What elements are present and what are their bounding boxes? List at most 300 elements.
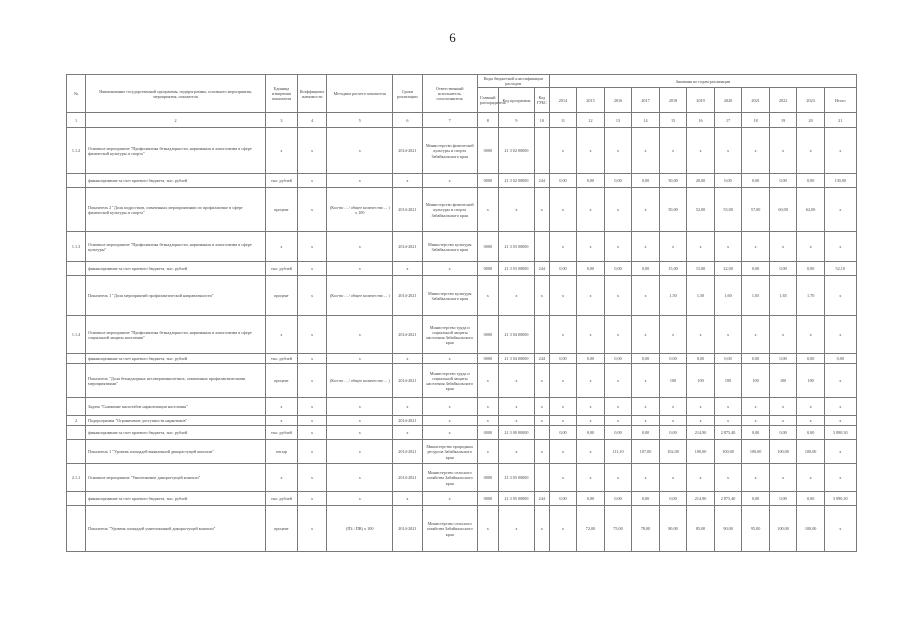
table-cell: x [477,506,498,552]
table-cell: тыс. рублей [266,354,298,364]
table-cell [67,354,86,364]
table-cell: 2.1.1 [67,464,86,492]
table-cell: x [549,364,577,398]
table-cell: x [297,506,327,552]
table-cell: x [327,440,393,464]
table-cell: x [577,364,605,398]
table-cell: x [534,276,549,316]
row-title-cell: Основное мероприятие "Профилактика безнадзорности, наркомании и алкоголизма в сфере культуры" [86,232,266,262]
table-cell: 21 3 02 00000 [498,128,534,174]
table-cell: x [297,128,327,174]
table-cell [534,316,549,354]
table-cell: x [659,232,687,262]
table-cell [824,316,856,354]
table-cell: (Кол-во ... / общее количество ... ) [327,364,393,398]
table-cell: x [534,364,549,398]
table-cell: x [297,262,327,276]
table-cell: Министерство труда и социальной защиты населения Забайкальского края [422,364,477,398]
table-row [67,262,857,276]
table-cell [534,232,549,262]
table-cell: 0000 [477,128,498,174]
table-cell: 21 3 04 00000 [498,354,534,364]
table-row [67,276,857,316]
row-title-cell: Показатель "Уровень площадей уничтоженной дикорастущей конопли" [86,506,266,552]
table-cell: x [549,464,577,492]
header-unit: Единица измерения показателя [266,75,298,113]
table-cell: x [714,398,742,416]
table-cell: x [604,128,632,174]
table-cell: 52,10 [824,262,856,276]
table-cell: x [687,232,715,262]
table-cell: x [824,364,856,398]
table-cell: 0,00 [604,354,632,364]
table-cell [67,426,86,440]
table-row [67,492,857,506]
table-cell: x [297,416,327,426]
table-cell: x [824,398,856,416]
table-cell: 1,70 [797,276,825,316]
table-cell: (Кол-во ... / общее количество ... ) x 100 [327,188,393,232]
table-cell: x [797,416,825,426]
table-cell [67,440,86,464]
table-cell: x [498,364,534,398]
table-cell: x [297,398,327,416]
table-cell: 21 3 05 00000 [498,492,534,506]
column-number-cell: 11 [549,113,577,128]
table-cell: 57,00 [742,188,770,232]
table-cell: x [498,440,534,464]
table-cell: 80,00 [659,506,687,552]
table-cell: x [327,398,393,416]
table-cell: 0,00 [632,354,660,364]
table-cell: x [714,232,742,262]
table-cell: 1.1.2 [67,128,86,174]
table-cell: x [393,354,423,364]
table-cell: x [577,276,605,316]
table-cell: x [549,188,577,232]
column-number-cell: 9 [498,113,534,128]
table-cell: x [327,174,393,188]
table-cell: 2014-2021 [393,316,423,354]
table-cell: 0,00 [769,262,797,276]
table-cell: 2014-2021 [393,506,423,552]
table-cell: 100 [742,364,770,398]
table-cell: x [393,398,423,416]
table-cell: 0000 [477,174,498,188]
header-total: Итого [824,88,856,113]
table-cell: x [577,440,605,464]
column-number-cell: 13 [604,113,632,128]
table-cell: 0,00 [714,174,742,188]
table-cell: x [498,276,534,316]
table-cell: x [477,276,498,316]
table-cell: x [422,426,477,440]
page-number: 6 [449,30,456,45]
table-cell: 0,00 [824,354,856,364]
table-cell: x [297,492,327,506]
table-cell: 0,00 [549,354,577,364]
table-cell: 21 3 03 00000 [498,262,534,276]
table-cell: x [632,276,660,316]
table-cell: 244 [534,174,549,188]
table-cell [534,426,549,440]
table-row [67,174,857,188]
header-code-grbs: Главный распорядитель [477,88,498,113]
table-cell: 130,00 [824,174,856,188]
table-cell: x [769,416,797,426]
table-cell: 0,00 [769,354,797,364]
table-cell: x [604,276,632,316]
table-cell: x [297,364,327,398]
table-cell: x [604,364,632,398]
table-cell: x [632,188,660,232]
table-cell: x [742,316,770,354]
table-cell: 100,00 [687,440,715,464]
column-number-cell: 8 [477,113,498,128]
table-cell: x [632,398,660,416]
table-cell: x [498,416,534,426]
table-cell: x [742,416,770,426]
table-cell: гектар [266,440,298,464]
table-cell: x [769,464,797,492]
table-cell: 0,00 [769,492,797,506]
table-cell: 0,00 [549,492,577,506]
table-cell: x [266,128,298,174]
column-number-cell: 14 [632,113,660,128]
table-cell: x [659,398,687,416]
table-cell: 111,10 [604,440,632,464]
table-cell: 0000 [477,316,498,354]
table-cell: x [393,492,423,506]
table-cell: x [297,174,327,188]
table-cell: x [577,188,605,232]
table-cell: Министерство природных ресурсов Забайкальского края [422,440,477,464]
table-cell: 1,50 [659,276,687,316]
table-cell: x [498,188,534,232]
table-cell: x [714,464,742,492]
row-title-cell: финансирование за счет краевого бюджета, тыс. рублей [86,354,266,364]
table-cell [67,262,86,276]
table-cell: 0,00 [742,492,770,506]
table-cell: 0000 [477,354,498,364]
table-row [67,354,857,364]
column-number-cell: 16 [687,113,715,128]
table-cell: 0,00 [797,426,825,440]
table-cell: 15,00 [687,262,715,276]
header-name: Наименование государственной программы, подпрограммы, основного мероприятия, мероприятия, показателя [86,75,266,113]
table-row [67,440,857,464]
table-cell: 52,00 [687,188,715,232]
table-cell [67,188,86,232]
table-cell: x [549,128,577,174]
table-cell: 100,00 [797,506,825,552]
table-cell: 50,00 [659,174,687,188]
table-cell: x [393,426,423,440]
table-cell: x [577,416,605,426]
table-cell: x [534,188,549,232]
table-cell: 75,00 [604,506,632,552]
table-cell: x [422,354,477,364]
row-title-cell: финансирование за счет краевого бюджета, тыс. рублей [86,174,266,188]
table-cell: x [422,492,477,506]
table-cell: 0,00 [577,492,605,506]
table-cell: x [577,232,605,262]
table-cell: 100 [687,364,715,398]
table-cell: x [477,440,498,464]
table-cell [67,276,86,316]
table-cell: 21 3 00 00000 [498,426,534,440]
table-cell: 0,00 [632,174,660,188]
header-code-kvr: Код ГРБС [534,88,549,113]
table-cell: x [498,398,534,416]
table-cell: x [742,232,770,262]
table-cell: 0,00 [797,262,825,276]
table-row [67,416,857,426]
table-cell: x [604,398,632,416]
table-cell: 100,00 [742,440,770,464]
row-title-cell: Показатель 1 "Уровень площадей выявленной дикорастущей конопли" [86,440,266,464]
column-number-cell: 2 [86,113,266,128]
header-year: 2019 [687,88,715,113]
table-cell: x [687,464,715,492]
column-number-cell: 6 [393,113,423,128]
table-cell: 0,00 [632,426,660,440]
table-cell: x [549,316,577,354]
column-number-cell: 3 [266,113,298,128]
table-cell: x [797,232,825,262]
table-cell: 0,00 [604,174,632,188]
row-title-cell: Показатель 2 "Доля подростков, охваченных мероприятиями по профилактике в сфере физической культуры и спорта" [86,188,266,232]
table-cell: x [632,128,660,174]
table-cell: x [714,316,742,354]
row-title-cell: Основное мероприятие "Уничтожение дикорастущей конопли" [86,464,266,492]
column-number-cell: 1 [67,113,86,128]
table-cell: 244 [534,492,549,506]
table-cell: x [534,506,549,552]
table-cell: x [477,364,498,398]
table-cell: 244 [534,262,549,276]
table-cell: 0,00 [742,426,770,440]
table-cell: 0,00 [604,262,632,276]
table-cell: x [769,232,797,262]
table-cell: x [477,416,498,426]
table-cell: x [824,440,856,464]
table-cell: 244 [534,354,549,364]
table-cell: x [824,188,856,232]
table-cell: 1,50 [687,276,715,316]
table-cell: 0,00 [604,426,632,440]
column-number-cell: 20 [797,113,825,128]
table-cell: x [604,232,632,262]
table-cell: 60,00 [769,188,797,232]
table-cell: 0,00 [742,354,770,364]
table-cell: 0000 [477,232,498,262]
table-cell: процент [266,506,298,552]
table-cell: (Кол-во ... / общее количество ... ) [327,276,393,316]
table-cell: x [769,316,797,354]
table-cell: 72,00 [577,506,605,552]
table-cell: 78,00 [632,506,660,552]
table-cell: x [714,128,742,174]
table-cell [534,464,549,492]
table-cell: x [266,232,298,262]
column-number-cell: 17 [714,113,742,128]
table-cell: 1,65 [742,276,770,316]
table-row [67,188,857,232]
header-year: 2015 [577,88,605,113]
table-cell: 0000 [477,262,498,276]
table-cell: x [769,128,797,174]
table-cell: x [266,398,298,416]
table-cell: x [549,506,577,552]
table-cell: 21 3 02 00000 [498,174,534,188]
table-cell: x [327,262,393,276]
table-cell: 0,00 [797,354,825,364]
table-cell: процент [266,364,298,398]
header-row-top [67,75,857,88]
table-cell: x [742,464,770,492]
table-cell: Министерство физической культуры и спорта Забайкальского края [422,128,477,174]
table-cell: x [632,316,660,354]
table-cell: 102,00 [659,440,687,464]
table-cell: x [577,464,605,492]
table-cell: 90,00 [714,506,742,552]
table-cell: x [742,398,770,416]
table-cell: 0,00 [577,262,605,276]
table-cell: x [797,316,825,354]
table-cell: x [797,464,825,492]
table-cell: 2014-2021 [393,440,423,464]
table-cell: x [769,398,797,416]
table-cell: 0,00 [577,354,605,364]
table-cell: 0,00 [632,492,660,506]
table-cell [67,492,86,506]
table-row [67,464,857,492]
table-cell: Министерство культуры Забайкальского края [422,276,477,316]
table-cell: x [687,416,715,426]
table-row [67,232,857,262]
column-number-cell: 19 [769,113,797,128]
column-number-cell: 15 [659,113,687,128]
table-cell: 2014-2021 [393,188,423,232]
table-cell: x [297,440,327,464]
table-cell: 0,00 [687,354,715,364]
table-cell: x [297,354,327,364]
table-cell: 100,00 [797,440,825,464]
table-row [67,128,857,174]
row-title-cell: финансирование за счет краевого бюджета, тыс. рублей [86,262,266,276]
table-cell: 2014-2021 [393,232,423,262]
table-cell: x [604,188,632,232]
header-year: 2018 [659,88,687,113]
table-cell: x [327,464,393,492]
table-cell: 0,00 [769,174,797,188]
table-cell: 100,00 [769,440,797,464]
table-cell: x [393,174,423,188]
table-cell: x [687,128,715,174]
table-row [67,398,857,416]
program-table [66,74,857,552]
table-cell: 1.1.4 [67,316,86,354]
table-cell: 0,00 [659,354,687,364]
table-cell: x [327,492,393,506]
table-cell [534,128,549,174]
table-cell: x [824,416,856,426]
table-cell: x [393,262,423,276]
table-cell: 0,00 [742,262,770,276]
table-cell: x [422,174,477,188]
table-cell: 1,65 [769,276,797,316]
table-cell: 2014-2021 [393,416,423,426]
table-cell: Министерство сельского хозяйства Забайкальского края [422,464,477,492]
table-cell: x [422,416,477,426]
table-cell: x [687,398,715,416]
row-title-cell: Показатель 1 "Доля мероприятий профилактической направленности" [86,276,266,316]
header-year: 2022 [769,88,797,113]
table-cell: x [534,398,549,416]
table-cell: 21 3 05 00000 [498,464,534,492]
table-cell: тыс. рублей [266,492,298,506]
column-number-cell: 10 [534,113,549,128]
table-cell: x [824,506,856,552]
table-cell: x [534,416,549,426]
table-cell: x [604,416,632,426]
table-cell: 55,00 [714,188,742,232]
table-cell: x [659,464,687,492]
table-cell [824,232,856,262]
table-cell: 214,90 [687,426,715,440]
table-cell: 2014-2021 [393,464,423,492]
table-cell: 107,00 [632,440,660,464]
header-terms: Сроки реализации [393,75,423,113]
table-cell: x [327,316,393,354]
table-cell [67,174,86,188]
table-cell: x [549,232,577,262]
row-title-cell: Показатель "Доля безнадзорных несовершеннолетних, охваченных профилактическими мероприятиями" [86,364,266,398]
table-cell: x [632,232,660,262]
header-year: 2021 [742,88,770,113]
table-cell: 2 [67,416,86,426]
table-cell: Министерство физической культуры и спорта Забайкальского края [422,188,477,232]
table-cell: 0,00 [549,426,577,440]
table-cell: 2014-2021 [393,128,423,174]
table-cell: x [742,128,770,174]
table-cell: x [714,416,742,426]
table-cell: Министерство сельского хозяйства Забайкальского края [422,506,477,552]
table-cell: 2014-2021 [393,364,423,398]
table-cell: 21 3 04 00000 [498,316,534,354]
table-cell: 0,00 [577,174,605,188]
table-cell: x [824,276,856,316]
table-cell: x [534,440,549,464]
table-cell: 100 [659,364,687,398]
table-cell: x [797,398,825,416]
table-cell: 1.1.3 [67,232,86,262]
table-cell: x [498,506,534,552]
table-cell [67,364,86,398]
header-year: 2023 [797,88,825,113]
table-cell: x [266,316,298,354]
table-cell: (ПЗ / ПВ) x 100 [327,506,393,552]
table-cell: x [297,232,327,262]
table-cell: 15,00 [659,262,687,276]
table-cell: 2014-2021 [393,276,423,316]
table-cell: 0,00 [659,492,687,506]
table-row [67,426,857,440]
header-year: 2014 [549,88,577,113]
header-no: № [67,75,86,113]
table-cell: 2 875,40 [714,492,742,506]
